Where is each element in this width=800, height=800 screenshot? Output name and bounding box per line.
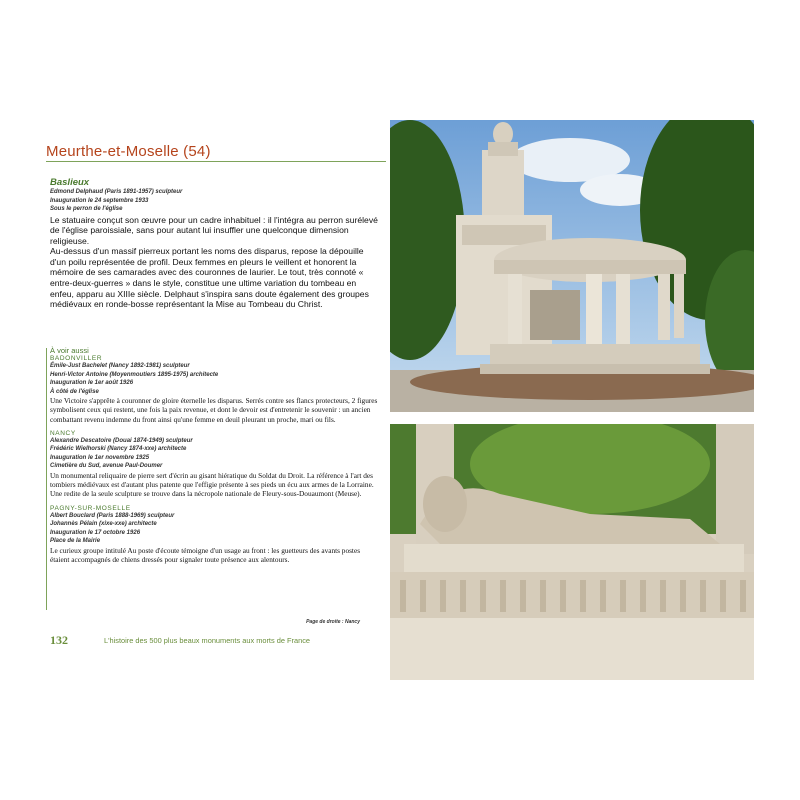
- entry-nancy: [50, 430, 380, 499]
- main-meta-1: Edmond Delphaud (Paris 1891-1957) sculpteur: [50, 189, 183, 195]
- entry-meta: Inauguration le 1er août 1926: [50, 380, 134, 386]
- entry-text: Un monumental reliquaire de pierre sert d'écrin au gisant hiératique du Soldat du Droit. La référence à l'art des tombiers médiévaux est d'autant plus patente que l'effigie présente à ses pieds un écu aux armes de la Lorraine. Une redite de la seule sculpture se trouve dans la nécropole nationale de Fleury-sous-Douaumont (Meuse).: [50, 470, 374, 499]
- title-divider: [46, 161, 386, 162]
- main-paragraph-1: Le statuaire conçut son œuvre pour un cadre inhabituel : il l'intégra au perron surélevé de l'église paroissiale, sans pour autant lui insuffler une quelconque dimension religieuse.: [50, 214, 378, 246]
- entry-town: BADONVILLER: [50, 355, 103, 362]
- entry-meta: Place de la Mairie: [50, 538, 101, 545]
- entry-meta: Henri-Victor Antoine (Moyenmoutiers 1895-1975) architecte: [50, 371, 219, 378]
- section-title: Meurthe-et-Moselle (54): [46, 143, 211, 160]
- entry-meta: Alexandre Descatoire (Douai 1874-1949) sculpteur: [50, 437, 193, 444]
- entry-meta: Inauguration le 1er novembre 1925: [50, 454, 150, 461]
- entry-text: Une Victoire s'apprête à couronner de gloire éternelle les disparus. Serrés contre ses flancs protecteurs, 2 figures symbolisent ceux qui restent, une fois la paix revenue, et dont le devoir est d'entretenir le souvenir : un ancien combattant revenu indemne du front ainsi qu'une femme en deuil pleurant un proche, mari ou fils.: [50, 396, 378, 424]
- entry-meta: À côté de l'église: [50, 388, 99, 395]
- entry-town: NANCY: [50, 429, 76, 437]
- main-meta-3: Sous le perron de l'église: [50, 206, 123, 212]
- entry-town: PAGNY-SUR-MOSELLE: [50, 504, 131, 512]
- entry-meta: Albert Bouclard (Paris 1888-1969) sculpteur: [50, 512, 175, 519]
- gisant-photo-bottom: [390, 424, 754, 680]
- entry-meta: Inauguration le 17 octobre 1926: [50, 529, 141, 536]
- main-meta-2: Inauguration le 24 septembre 1933: [50, 197, 149, 204]
- photo-credit: Page de droite : Nancy: [306, 619, 360, 625]
- main-paragraph-2: Au-dessus d'un massif pierreux portant les noms des disparus, repose la dépouille d'un poilu représentée de profil. Deux femmes en pleurs le veillent et honorent la mémoire de ses camarades avec des couronnes de laurier. Le tout, très connoté « entre-deux-guerres » dans le style, constitue une ultime variation du tombeau en enfeu, apparu au XIIIe siècle. Delphaut s'inspira sans doute également des groupes médiévaux en ronde-bosse représentant la Mise au Tombeau du Christ.: [50, 246, 369, 310]
- entry-meta: Frédéric Wielhorski (Nancy 1874-xxe) architecte: [50, 446, 187, 453]
- main-entry: [50, 177, 380, 310]
- entry-meta: Cimetière du Sud, avenue Paul-Doumer: [50, 463, 163, 470]
- book-title: L'histoire des 500 plus beaux monuments aux morts de France: [104, 636, 310, 645]
- entry-meta: Johannès Pélain (xixe-xxe) architecte: [50, 521, 157, 528]
- see-also: [50, 346, 380, 564]
- entry-text: Le curieux groupe intitulé Au poste d'écoute témoigne d'un usage au front : les guetteurs des avants postes étaient accompagnés de chiens dressés pour signaler toute présence aux alentours.: [50, 545, 361, 565]
- entry-meta: Émile-Just Bachelet (Nancy 1892-1981) sculpteur: [50, 363, 190, 369]
- entry-badonviller: [50, 355, 380, 424]
- see-also-heading: À voir aussi: [50, 346, 89, 355]
- main-town: Baslieux: [50, 177, 90, 188]
- see-also-divider: [46, 348, 47, 610]
- page-number: 132: [50, 633, 68, 647]
- monument-photo-top: [390, 120, 754, 412]
- entry-pagny: [50, 505, 380, 565]
